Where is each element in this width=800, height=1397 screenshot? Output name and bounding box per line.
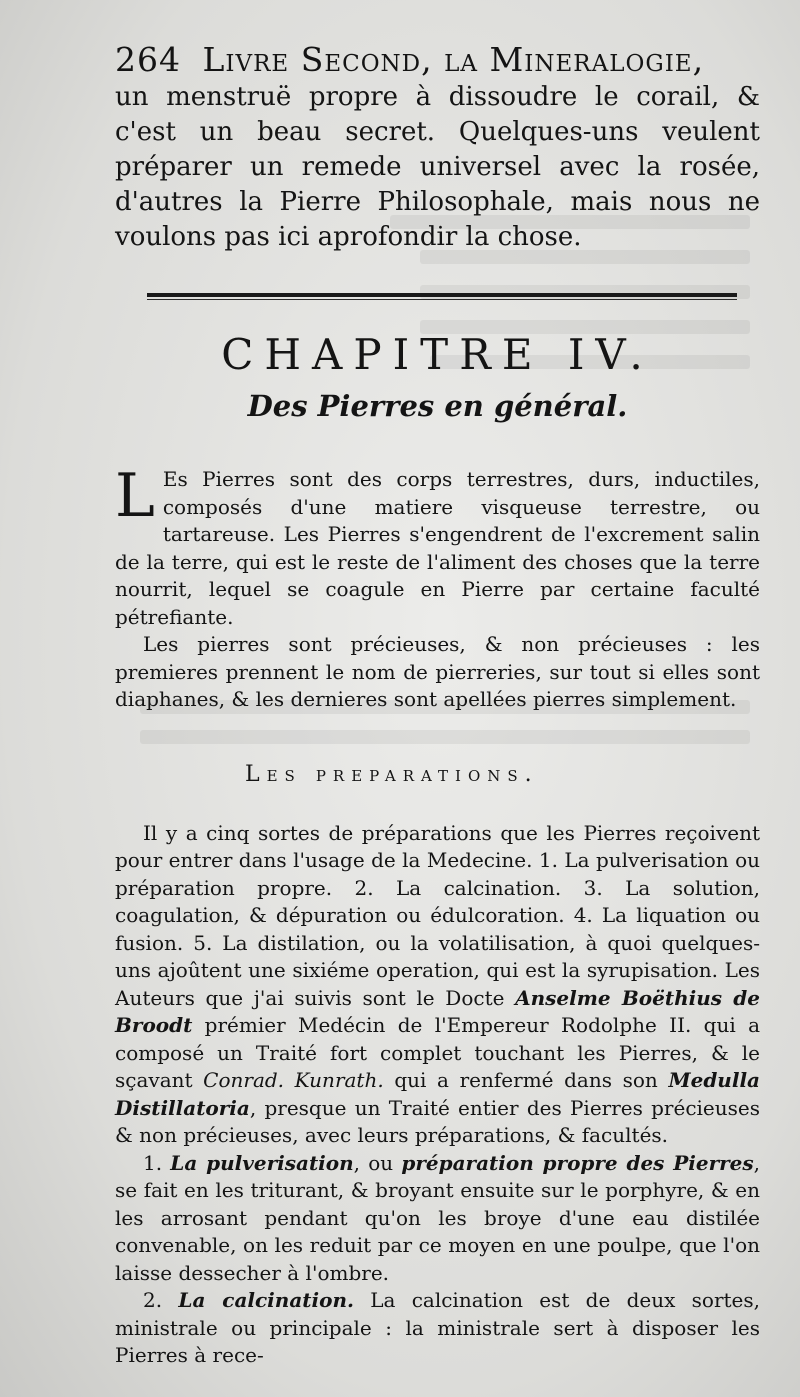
- running-title: Livre Second, la Mineralogie,: [202, 40, 705, 79]
- item-calcination: [115, 1287, 760, 1370]
- intro-paragraph: un menstruë propre à dissoudre le corail, & c'est un beau secret. Quelques-uns veulent préparer un remede universel avec la rosée, d'autres la Pierre Philosophale, mais nous ne voulons pas ici aprofondir la chose.: [115, 82, 760, 252]
- chapter-subtitle: Des Pierres en général.: [247, 389, 628, 423]
- paragraph-1-text: Es Pierres sont des corps terrestres, durs, inductiles, composés d'une matiere visqueuse terrestre, ou tartareuse. Les Pierres s'engendrent de l'excrement salin de la terre, qui est le reste de l'aliment des choses que la terre nourrit, lequel se coagule en Pierre par certaine faculté pétrefiante.: [115, 467, 760, 629]
- paragraph-2: Les pierres sont précieuses, & non précieuses : les premieres prennent le nom de pierreries, sur tout si elles sont diaphanes, & les dernieres sont apellées pierres simplement.: [115, 632, 760, 711]
- rule-thin: [147, 299, 737, 300]
- item-2-title: La calcination.: [178, 1288, 354, 1312]
- item-2-number: 2.: [143, 1288, 163, 1312]
- item-1-mid: , ou: [353, 1150, 402, 1175]
- drop-cap: L: [115, 461, 155, 531]
- running-header: [115, 40, 760, 80]
- item-1-title: La pulverisation: [170, 1150, 354, 1175]
- chapter-rule: [147, 293, 737, 300]
- item-2-text: La calcination est de deux sortes, ministrale ou principale : la ministrale sert à disposer les Pierres à rece-: [115, 1288, 761, 1367]
- item-1-text: , se fait en les triturant, & broyant ensuite sur le porphyre, & en les arrosant pendant qu'on les broye d'une eau distilée convenable, on les reduit par ce moyen en une poulpe, que l'on laisse dessecher à l'ombre.: [115, 1150, 761, 1285]
- author-boethius: Anselme Boëthius de Broodt: [115, 985, 760, 1037]
- item-1-title-2: préparation propre des Pierres: [401, 1150, 754, 1175]
- rule-thick: [147, 293, 737, 297]
- section-title: Les preparations.: [245, 761, 539, 787]
- section-gap: [115, 790, 760, 820]
- intro-text-b: prémier Medécin de l'Empereur Rodolphe II. qui a composé un Traité fort complet touchant les Pierres, & le sçavant: [115, 1013, 760, 1092]
- intro-text-c: qui a renfermé dans son: [383, 1068, 669, 1092]
- author-kunrath: Conrad. Kunrath.: [203, 1068, 384, 1092]
- intro-text-d: , presque un Traité entier des Pierres précieuses & non précieuses, avec leurs préparations, & facultés.: [115, 1095, 760, 1147]
- item-1-number: 1.: [143, 1150, 163, 1175]
- item-pulverisation: [115, 1150, 760, 1288]
- page-number: 264: [115, 40, 181, 79]
- preparations-intro: [115, 820, 760, 1150]
- intro-text-a: Il y a cinq sortes de préparations que les Pierres reçoivent pour entrer dans l'usage de la Medecine. 1. La pulverisation ou préparation propre. 2. La calcination. 3. La solution, coagulation, & dépuration ou édulcoration. 4. La liquation ou fusion. 5. La distilation, ou la volatilisation, à quoi quelques-uns ajoûtent une sixiéme operation, qui est la syrupisation. Les Auteurs que j'ai suivis sont le Docte: [115, 820, 760, 1010]
- book-title: Medulla Distillatoria: [115, 1068, 760, 1120]
- paragraph-1: [115, 461, 760, 631]
- chapter-title: CHAPITRE IV.: [221, 330, 654, 379]
- page-content: [115, 40, 760, 1370]
